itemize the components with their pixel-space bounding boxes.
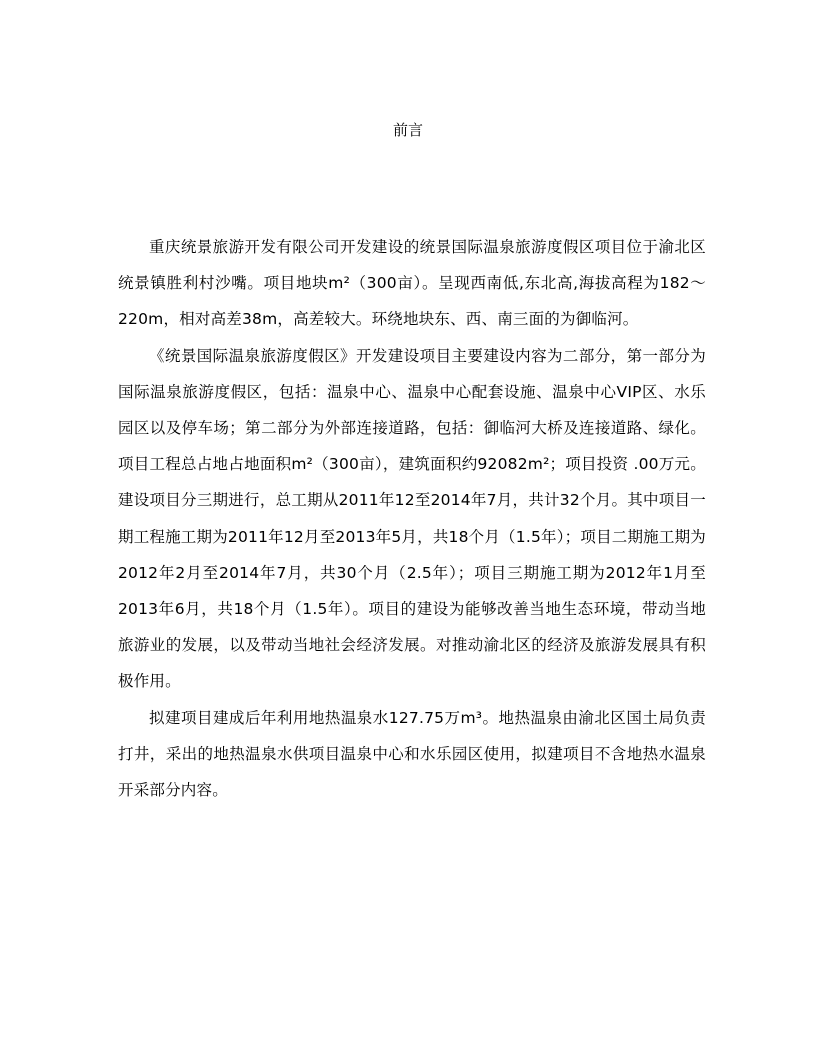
paragraph-hot-spring-water: 拟建项目建成后年利用地热温泉水127.75万m³。地热温泉由渝北区国土局负责打井，采出的地热温泉水供项目温泉中心和水乐园区使用，拟建项目不含地热水温泉开采部分内容。 <box>118 708 706 800</box>
page-title: 前言 <box>392 121 423 139</box>
paragraph-project-location: 重庆统景旅游开发有限公司开发建设的统景国际温泉旅游度假区项目位于渝北区统景镇胜利村沙嘴。项目地块m²（300亩）。呈现西南低,东北高,海拔高程为182～220m，相对高差38m，高差较大。环绕地块东、西、南三面的为御临河。 <box>118 238 706 329</box>
paragraph-construction-content: 《统景国际温泉旅游度假区》开发建设项目主要建设内容为二部分，第一部分为国际温泉旅游度假区，包括：温泉中心、温泉中心配套设施、温泉中心VIP区、水乐园区以及停车场；第二部分为外部连接道路，包括：御临河大桥及连接道路、绿化。项目工程总占地占地面积m²（300亩），建筑面积约92082m²；项目投资 .00万元。建设项目分三期进行，总工期从2011年12至2014年7月，共计32个月。其中项目一期工程施工期为2011年12月至2013年5月，共18个月（1.5年）；项目二期施工期为2012年2月至2014年7月，共30个月（2.5年）；项目三期施工期为2012年1月至2013年6月，共18个月（1.5年）。项目的建设为能够改善当地生态环境，带动当地旅游业的发展，以及带动当地社会经济发展。对推动渝北区的经济及旅游发展具有积极作用。 <box>118 346 706 691</box>
document-body <box>118 229 706 808</box>
